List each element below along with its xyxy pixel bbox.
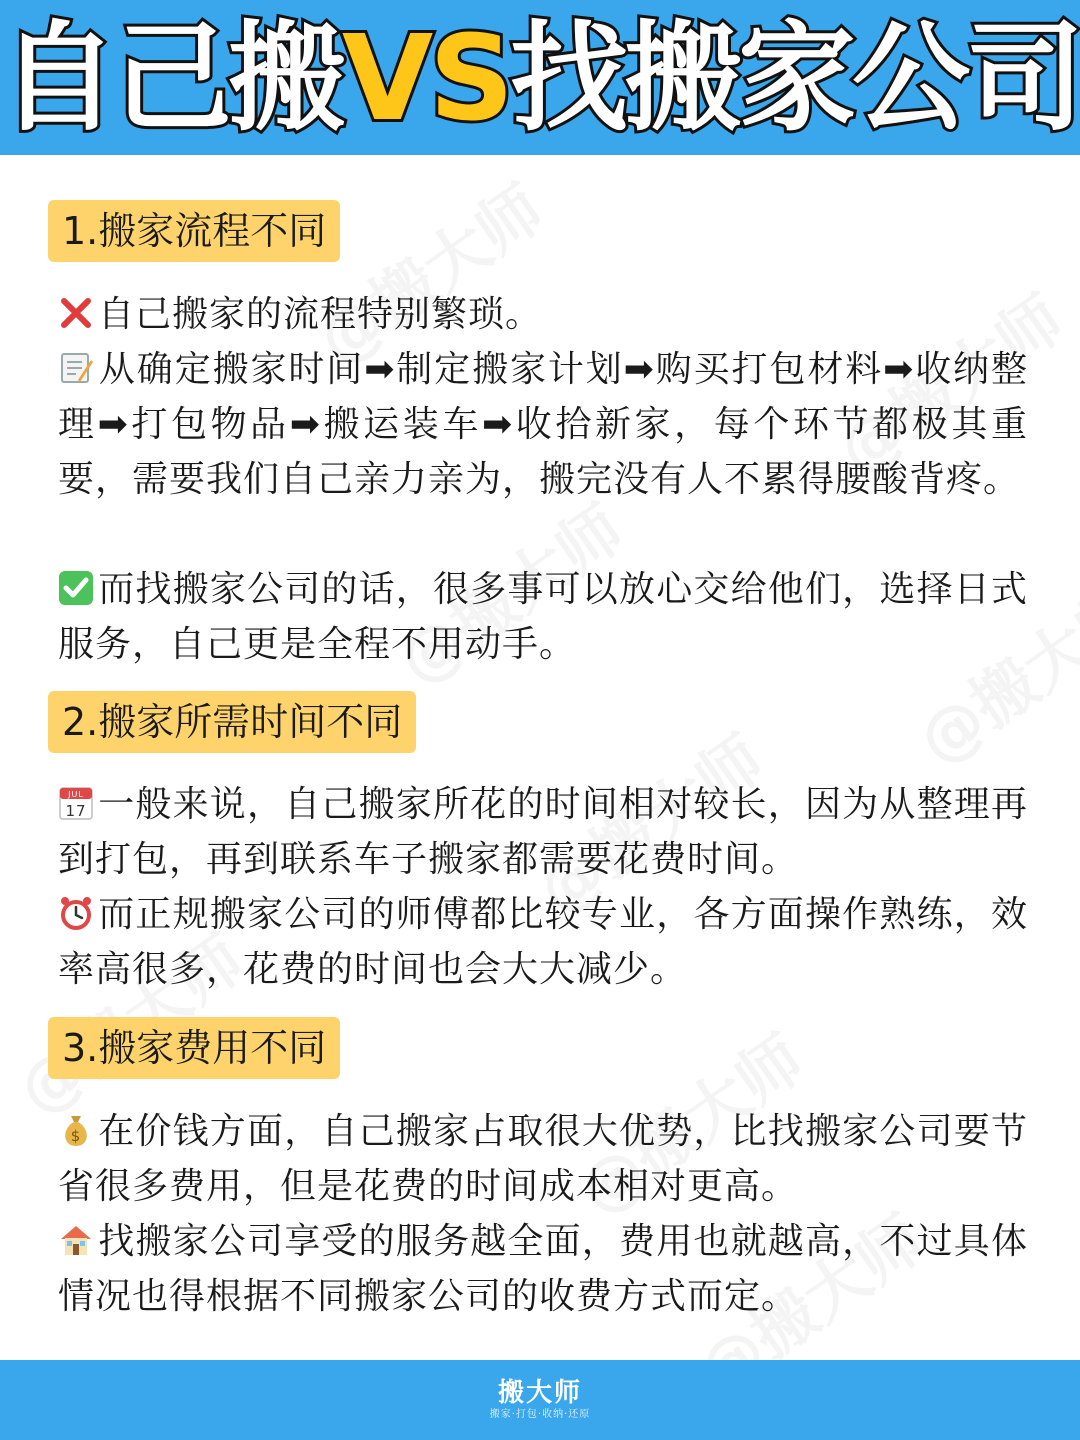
section-title-time: 2.搬家所需时间不同 (48, 691, 416, 753)
section-title-process: 1.搬家流程不同 (48, 200, 340, 262)
house-icon (58, 1222, 94, 1258)
paragraph: 自己搬家的流程特别繁琐。 (58, 287, 1028, 342)
page-title: 自己搬VS找搬家公司 (0, 8, 1080, 147)
paragraph: 找搬家公司享受的服务越全面，费用也就越高，不过具体情况也得根据不同搬家公司的收费方式而定。 (58, 1221, 1028, 1317)
paragraph: 而找搬家公司的话，很多事可以放心交给他们，选择日式服务，自己更是全程不用动手。 (58, 569, 1028, 665)
article-body (0, 155, 1080, 1360)
paragraph: 从确定搬家时间➡制定搬家计划➡购买打包材料➡收纳整理➡打包物品➡搬运装车➡收拾新家，每个环节都极其重要，需要我们自己亲力亲为，搬完没有人不累得腰酸背疼。 (58, 349, 1028, 500)
paragraph: $ 在价钱方面，自己搬家占取很大优势，比找搬家公司要节省很多费用，但是花费的时间成本相对更高。 (58, 1111, 1028, 1207)
svg-text:$: $ (70, 1127, 82, 1145)
cross-mark-icon (58, 295, 94, 331)
brand-logo: 搬大师 (497, 1378, 582, 1408)
memo-icon (58, 350, 94, 386)
footer-banner (0, 1360, 1080, 1440)
paragraph: JUL 17 一般来说，自己搬家所花的时间相对较长，因为从整理再到打包，再到联系车子搬家都需要花费时间。 (58, 784, 1028, 880)
svg-text:17: 17 (65, 802, 87, 820)
check-mark-icon (58, 570, 94, 606)
alarm-clock-icon (58, 895, 94, 931)
money-bag-icon (58, 1112, 94, 1148)
brand-tagline: 搬家·打包·收纳·还原 (489, 1409, 591, 1420)
svg-text:JUL: JUL (68, 790, 84, 799)
section-title-cost: 3.搬家费用不同 (48, 1017, 340, 1079)
header-banner (0, 0, 1080, 155)
calendar-icon (58, 785, 94, 821)
paragraph: 而正规搬家公司的师傅都比较专业，各方面操作熟练，效率高很多，花费的时间也会大大减少。 (58, 894, 1028, 990)
